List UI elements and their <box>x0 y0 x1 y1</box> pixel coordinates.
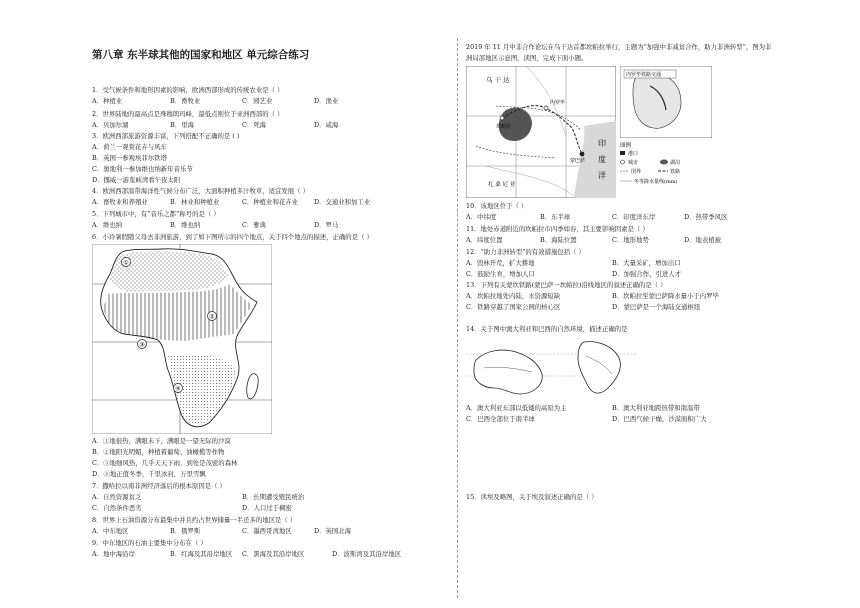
q8-option-c: C．墨西哥湾地区 <box>242 527 292 535</box>
q11-option-a: A．纬度位置 <box>466 236 503 244</box>
question-5-stem: 5．下列城市中，有“音乐之都”称号的是（ ） <box>92 210 220 218</box>
q12-option-b: B．大量采矿，增加出口 <box>612 259 681 267</box>
question-2-stem: 2．世界陆地的最高点是珠穆朗玛峰，最低点则位于亚洲西部的（ ） <box>92 110 284 118</box>
q13-option-b: B．坎帕拉至蒙巴萨降水量小于内罗毕 <box>612 292 719 300</box>
q2-option-c: C．死海 <box>242 121 267 129</box>
map-label-nairobi: 内罗毕 <box>550 100 566 106</box>
east-africa-map <box>466 66 616 198</box>
question-4-stem: 4．欧洲西部温带海洋性气候分布广泛，大面积种植多汁牧草，适宜发展（ ） <box>92 187 309 195</box>
q6-option-b: B．②地阳光明媚，种植着葡萄、油橄榄等作物 <box>92 448 225 456</box>
legend-railway: 铁路 <box>670 169 681 175</box>
q1-option-a: A．种植业 <box>92 97 123 105</box>
map-label-kampala: 坎帕拉 <box>496 124 512 130</box>
question-9-stem: 9．中东地区的石油主要集中分布在（ ） <box>92 539 207 547</box>
q8-option-d: D．英国北海 <box>314 527 352 535</box>
q3-option-b: B．英国一参观埃菲尔铁塔 <box>92 154 167 162</box>
q10-option-a: A．中纬度 <box>466 213 497 221</box>
inset-title: 内罗毕铁路交通 <box>626 72 662 78</box>
q4-option-c: C．种植业和花卉业 <box>242 198 299 206</box>
map-legend <box>620 140 720 198</box>
q7-option-c: C．自然条件恶劣 <box>92 504 142 512</box>
q4-option-b: B．林业和种植业 <box>170 198 220 206</box>
question-3-stem: 3．欧洲西部旅游资源丰富，下列搭配不正确的是 ( ) <box>92 132 240 140</box>
q9-option-d: D．波斯湾及其沿岸地区 <box>332 550 402 558</box>
africa-map <box>92 244 272 434</box>
map-label-3: ③ <box>139 341 145 349</box>
question-13-stem: 13．下列有关蒙坎铁路(蒙巴萨一坎帕拉)沿线地区的叙述正确的是（ ） <box>466 281 667 289</box>
page-title: 第八章 东半球其他的国家和地区 单元综合练习 <box>92 49 310 61</box>
column-divider <box>457 38 458 598</box>
map-label-ocean-2: 度 <box>598 155 606 164</box>
map-label-1: ① <box>123 259 129 267</box>
q7-option-d: D．人口过于稠密 <box>242 504 292 512</box>
legend-title: 图例 <box>620 143 632 149</box>
map-label-tanzania: 扎 桑 尼 亚 <box>488 182 516 188</box>
q12-option-a: A．毁林开荒，扩大耕地 <box>466 259 535 267</box>
q11-option-b: B．海陆位置 <box>540 236 577 244</box>
q5-option-a: A．维也纳 <box>92 221 123 229</box>
question-14-stem: 14．关于图中澳大利亚和巴西的自然环境，描述正确的是 <box>466 325 628 333</box>
legend-lake: 湖泊 <box>670 160 681 166</box>
map-label-ocean-3: 洋 <box>598 171 606 180</box>
q4-option-a: A．畜牧业和养殖业 <box>92 198 148 206</box>
question-12-stem: 12．“助力非洲转型”的有效措施包括（ ） <box>466 248 585 256</box>
q6-option-a: A．①地很热，满眼未下，满眼是一望无际的沙漠 <box>92 437 231 445</box>
map-label-uganda: 乌 干 达 <box>486 76 510 84</box>
q7-option-a: A．自然资源贫乏 <box>92 493 142 501</box>
q6-option-d: D．④地正值冬季，千里冰封，万里雪飘 <box>92 470 206 478</box>
q11-option-d: D．地表植被 <box>684 236 722 244</box>
question-15-stem: 15．读埃及略图，关于埃及叙述正确的是（ ） <box>466 493 598 501</box>
map-label-ocean-1: 印 <box>598 139 606 148</box>
q13-option-c: C．铁路穿越了国家公园的核心区 <box>466 303 561 311</box>
map-label-2: ② <box>209 313 215 321</box>
intro-line-2: 洲局部地区示意图，读图，完成下面小题。 <box>466 54 588 62</box>
q13-option-d: D．蒙巴萨是一个海陆交通枢纽 <box>612 303 701 311</box>
intro-line-1: 2019 年 11 月中非合作论坛在乌干达首都坎帕拉举行，主题为“加强中非减贫合作，助力非洲转型”，图为非 <box>466 43 772 51</box>
q12-option-c: C．鼓励生育，增加人口 <box>466 270 535 278</box>
question-11-stem: 11．地处赤道附近的坎帕拉市四季如春，其主要影响因素是（ ） <box>466 225 649 233</box>
question-7-stem: 7．撒哈拉以南非洲经济落后的根本原因是（ ） <box>92 482 226 490</box>
map-label-mombasa: 蒙巴萨 <box>570 158 586 164</box>
q9-option-b: B．红海及其沿岸地区 <box>170 550 233 558</box>
legend-city: 城市 <box>628 160 639 166</box>
q4-option-d: D．交通业和加工业 <box>314 198 371 206</box>
q3-option-c: C．奥地利一参加维也纳新年音乐节 <box>92 165 193 173</box>
australia-brazil-maps <box>466 338 636 398</box>
q1-option-b: B．畜牧业 <box>170 97 201 105</box>
legend-border: 国界 <box>631 169 642 175</box>
q14-option-d: D．巴西气候干燥，沙漠面积广大 <box>612 415 707 423</box>
q1-option-c: C．园艺业 <box>242 97 273 105</box>
q13-option-a: A．坎帕拉地处内陆，水资源短缺 <box>466 292 561 300</box>
q5-option-d: D．罗马 <box>314 221 339 229</box>
q3-option-d: D．挪威一游览峡湾看午夜太阳 <box>92 176 181 184</box>
q11-option-c: C．地形地势 <box>612 236 649 244</box>
q2-option-d: D．咸海 <box>314 121 339 129</box>
map-label-4: ④ <box>175 385 181 393</box>
question-1-stem: 1．受气候条件和地形因素的影响，欧洲西部形成的传统农业是（ ） <box>92 86 284 94</box>
q14-option-a: A．澳大利亚东部以低矮的高原为主 <box>466 404 567 412</box>
q1-option-d: D．渔业 <box>314 97 339 105</box>
q8-option-a: A．中东地区 <box>92 527 129 535</box>
q2-option-a: A．贝加尔湖 <box>92 121 129 129</box>
q10-option-b: B．东半球 <box>540 213 571 221</box>
q10-option-d: D．热带季风区 <box>684 213 728 221</box>
q7-option-b: B．长期遭受殖民统治 <box>242 493 305 501</box>
question-10-stem: 10．该地区位于（ ） <box>466 202 528 210</box>
q14-option-b: B．澳大利亚地跨热带和南温带 <box>612 404 700 412</box>
q5-option-b: B．维也纳 <box>170 221 201 229</box>
q8-option-b: B．俄罗斯 <box>170 527 201 535</box>
q10-option-c: C．印度洋东岸 <box>612 213 656 221</box>
q9-option-a: A．地中海沿岸 <box>92 550 135 558</box>
legend-isoline: 冬等降水量线(mm) <box>634 179 678 185</box>
q6-option-c: C．③地细风热，几乎天天下雨，到处是茂密的森林 <box>92 459 238 467</box>
q12-option-d: D．加强合作，引进人才 <box>612 270 682 278</box>
question-6-stem: 6．小玲暑假随父母去非洲旅游，到了如下图所示的四个地点，关于四个地点的描述，正确的是（ ） <box>92 233 373 241</box>
q2-option-b: B．里海 <box>170 121 194 129</box>
inset-map <box>620 66 712 138</box>
q14-option-c: C．巴西全部位于南半球 <box>466 415 535 423</box>
q3-option-a: A．荷兰一观赏花卉与风车 <box>92 143 167 151</box>
legend-port: 港口 <box>628 151 639 157</box>
q9-option-c: C．黑海及其沿岸地区 <box>242 550 305 558</box>
q5-option-c: C．雅典 <box>242 221 267 229</box>
question-8-stem: 8．世界上石油资源分布最集中并且约占世界储量一半还多的地区是（ ） <box>92 516 297 524</box>
